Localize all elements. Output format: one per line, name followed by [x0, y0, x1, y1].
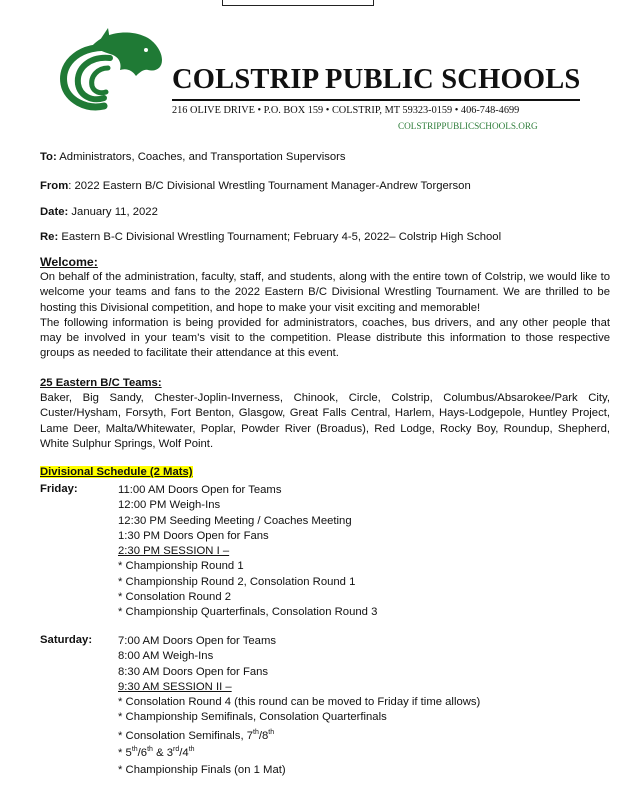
teams-list: Baker, Big Sandy, Chester-Joplin-Inverness, Chinook, Circle, Colstrip, Columbus/Absarokee/Park City, Custer/Hysham, Forsyth, Fort Benton, Glasgow, Great Falls Central, Harlem, Hays-Lodgepole, Huntley Project, Lame Deer, Malta/Whitewater, Poplar, Powder River (Broadus), Red Lodge, Rocky Boy, Roundup, Shepherd, White Sulphur Springs, Wolf Point. [40, 392, 610, 450]
welcome-paragraph-2: The following information is being provided for administrators, coaches, bus drivers, and any other people that may be involved in your team's visit to the competition. Please distribute this information to those respective groups as needed to facilitate their attendance at this event. [40, 316, 610, 360]
schedule-heading-wrap [40, 466, 193, 478]
friday-item: * Consolation Round 2 [118, 591, 232, 604]
memo-re-label: Re: [40, 231, 59, 243]
memo-date-value: January 11, 2022 [71, 206, 158, 218]
school-website[interactable]: COLSTRIPPUBLICSCHOOLS.ORG [398, 121, 538, 131]
teams-heading: 25 Eastern B/C Teams: [40, 377, 162, 389]
friday-item: 12:30 PM Seeding Meeting / Coaches Meeting [118, 514, 352, 527]
memo-date [40, 206, 158, 218]
memo-to-value: Administrators, Coaches, and Transportation Supervisors [59, 151, 346, 163]
memo-from-label: From [40, 180, 69, 192]
saturday-item: * Consolation Round 4 (this round can be moved to Friday if time allows) [118, 696, 481, 709]
memo-to [40, 151, 346, 163]
saturday-session-heading: 9:30 AM SESSION II – [118, 680, 232, 693]
saturday-item: 7:00 AM Doors Open for Teams [118, 635, 277, 647]
friday-item: * Championship Quarterfinals, Consolation Round 3 [118, 606, 378, 619]
friday-item: 1:30 PM Doors Open for Fans [118, 529, 269, 542]
saturday-item: * Championship Semifinals, Consolation Quarterfinals [118, 711, 387, 724]
welcome-heading: Welcome: [40, 255, 98, 269]
colstrip-mustang-logo [52, 26, 164, 112]
welcome-section [40, 255, 610, 361]
saturday-item: 8:00 AM Weigh-Ins [118, 650, 214, 663]
friday-item: 12:00 PM Weigh-Ins [118, 499, 221, 512]
welcome-paragraph-1: On behalf of the administration, faculty, staff, and students, along with the entire town of Colstrip, we would like to welcome your teams and fans to the 2022 Eastern B/C Divisional Wrestling Tournament. We are thrilled to be hosting this Divisional competition, and hope to make your visit exciting and memorable! [40, 271, 610, 314]
schedule-heading: Divisional Schedule (2 Mats) [40, 466, 193, 478]
friday-item: * Championship Round 1 [118, 560, 244, 573]
school-name: COLSTRIP PUBLIC SCHOOLS [172, 64, 581, 95]
letterhead-rule [172, 99, 580, 101]
friday-session-heading: 2:30 PM SESSION I – [118, 545, 230, 558]
header-box-fragment [222, 0, 374, 6]
memo-from-value: : 2022 Eastern B/C Divisional Wrestling Tournament Manager-Andrew Torgerson [68, 180, 471, 192]
saturday-consolation-semis: * Consolation Semifinals, 7th/8th [118, 729, 275, 742]
school-address: 216 OLIVE DRIVE • P.O. BOX 159 • COLSTRIP, MT 59323-0159 • 406-748-4699 [172, 105, 520, 116]
friday-schedule [118, 483, 377, 621]
memo-date-label: Date: [40, 206, 69, 218]
friday-item: * Championship Round 2, Consolation Round 1 [118, 575, 356, 588]
saturday-finals: * Championship Finals (on 1 Mat) [118, 764, 286, 777]
saturday-item: 8:30 AM Doors Open for Fans [118, 665, 269, 678]
memo-re-value: Eastern B-C Divisional Wrestling Tournament; February 4-5, 2022– Colstrip High School [61, 231, 502, 243]
saturday-placings: * 5th/6th & 3rd/4th [118, 746, 195, 760]
friday-label: Friday: [40, 483, 78, 495]
memo-from [40, 180, 471, 192]
memo-re [40, 231, 501, 243]
saturday-schedule [118, 634, 480, 779]
friday-item: 11:00 AM Doors Open for Teams [118, 484, 282, 496]
memo-to-label: To: [40, 151, 57, 163]
teams-section [40, 376, 610, 452]
saturday-label: Saturday: [40, 634, 93, 646]
